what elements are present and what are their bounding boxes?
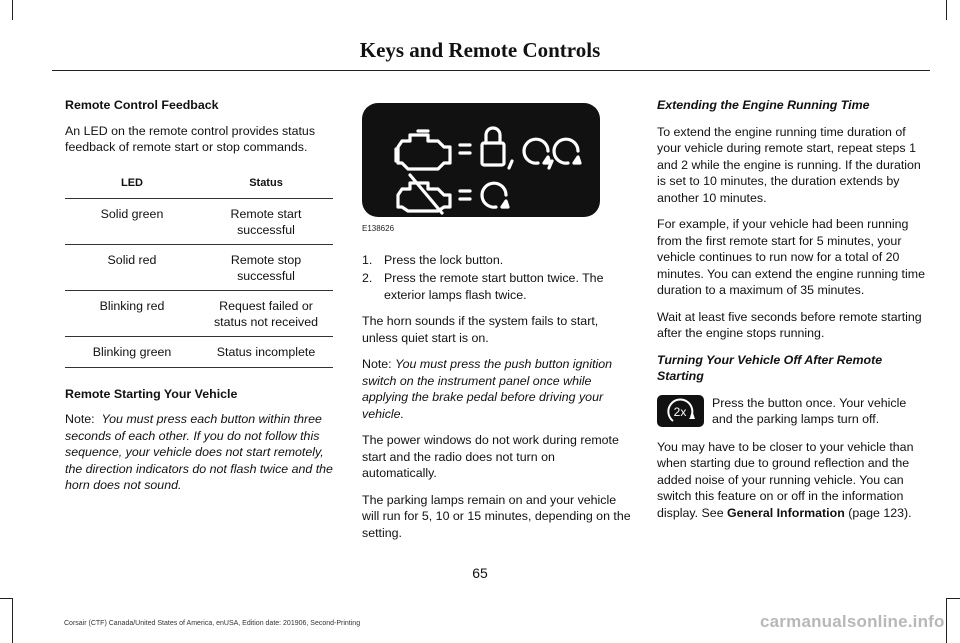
note-push-button: [362, 356, 632, 422]
left-column: [65, 97, 337, 504]
step-number: 1.: [362, 252, 373, 267]
step-text: Press the lock button.: [384, 252, 504, 267]
footer-text: Corsair (CTF) Canada/United States of America, enUSA, Edition date: 201906, Second-Printing: [64, 620, 361, 627]
table-cell-led: Solid green: [65, 199, 199, 245]
note-remote-start: [65, 411, 337, 494]
extend-paragraph: To extend the engine running time duration of your vehicle during remote start, repeat steps 1 and 2 while the engine is running. If the duration is set to 10 minutes, the duration extends by another 10 minutes.: [657, 124, 921, 205]
note-text: You must press each button within three seconds of each other. If you do not follow this sequence, your vehicle does not start remotely, the direction indicators do not flash twice and the horn does not sound.: [65, 412, 333, 492]
general-information-link[interactable]: General Information: [727, 505, 845, 520]
list-item: [362, 270, 632, 303]
note-label: Note:: [65, 412, 95, 426]
page-ref: (page 123).: [844, 505, 912, 520]
section-heading-remote-starting: Remote Starting Your Vehicle: [65, 386, 238, 401]
table-cell-status: Status incomplete: [199, 337, 333, 368]
page-title: Keys and Remote Controls: [359, 38, 601, 62]
table-row: [65, 337, 333, 368]
right-column: [657, 97, 927, 531]
power-windows-paragraph: The power windows do not work during remote start and the radio does not turn on automatically.: [362, 433, 619, 480]
closer-text: You may have to be closer to your vehicle than when starting due to ground reflection and the added noise of your running vehicle. You can switch this feature on or off in the information display. See: [657, 439, 914, 520]
note-label: Note:: [362, 357, 392, 371]
table-cell-led: Blinking green: [65, 337, 199, 368]
wait-paragraph: Wait at least five seconds before remote starting after the engine stops running.: [657, 309, 922, 340]
example-paragraph: For example, if your vehicle had been running from the first remote start for 5 minutes, your vehicle continues to run now for a total of 20 minutes. You can extend the engine running time duration to a maximum of 35 minutes.: [657, 217, 925, 297]
corner-mark-top-left: [12, 0, 13, 20]
table-header-led: LED: [65, 170, 199, 199]
header-divider: [52, 70, 930, 71]
turn-off-block: [657, 395, 927, 431]
table-cell-led: Blinking red: [65, 291, 199, 337]
table-row: [65, 199, 333, 245]
corner-mark-bottom-right: [946, 598, 947, 643]
list-item: [362, 252, 632, 269]
middle-column: [362, 103, 632, 551]
note-text: You must press the push button ignition switch on the instrument panel once while applying the brake pedal before driving your vehicle.: [362, 357, 613, 421]
image-code: E138626: [362, 224, 395, 233]
corner-mark-top-right: [946, 0, 947, 20]
section-heading-extending: Extending the Engine Running Time: [657, 98, 870, 112]
table-row: [65, 245, 333, 291]
remote-start-sequence-graphic: [362, 103, 600, 217]
horn-paragraph: The horn sounds if the system fails to start, unless quiet start is on.: [362, 314, 599, 345]
press-button-text: Press the button once. Your vehicle and the parking lamps turn off.: [712, 395, 907, 426]
icon-label: 2x: [673, 404, 687, 419]
steps-list: [362, 252, 632, 304]
table-row: [65, 291, 333, 337]
section-heading-turning-off: Turning Your Vehicle Off After Remote Starting: [657, 352, 883, 383]
parking-lamps-paragraph: The parking lamps remain on and your vehicle will run for 5, 10 or 15 minutes, depending on the setting.: [362, 492, 631, 540]
corner-mark-bottom-left: [12, 598, 13, 643]
closer-paragraph: [657, 439, 927, 522]
table-cell-status: Remote start successful: [199, 199, 333, 245]
corner-mark-bottom-left-h: [0, 598, 12, 599]
table-cell-status: Request failed or status not received: [199, 291, 333, 337]
step-number: 2.: [362, 271, 373, 285]
page-number: 65: [472, 565, 488, 581]
watermark-text: carmanualsonline.info: [760, 612, 945, 631]
table-cell-status: Remote stop successful: [199, 245, 333, 291]
feedback-intro: An LED on the remote control provides status feedback of remote start or stop commands.: [65, 123, 316, 154]
step-text: Press the remote start button twice. The exterior lamps flash twice.: [384, 271, 604, 302]
led-status-table: [65, 170, 333, 368]
section-heading-feedback: Remote Control Feedback: [65, 98, 219, 112]
corner-mark-bottom-right-h: [946, 598, 960, 599]
table-header-status: Status: [199, 170, 333, 199]
table-cell-led: Solid red: [65, 245, 199, 291]
remote-start-2x-icon: [657, 395, 704, 427]
engine-lock-start-icon: [362, 103, 600, 217]
